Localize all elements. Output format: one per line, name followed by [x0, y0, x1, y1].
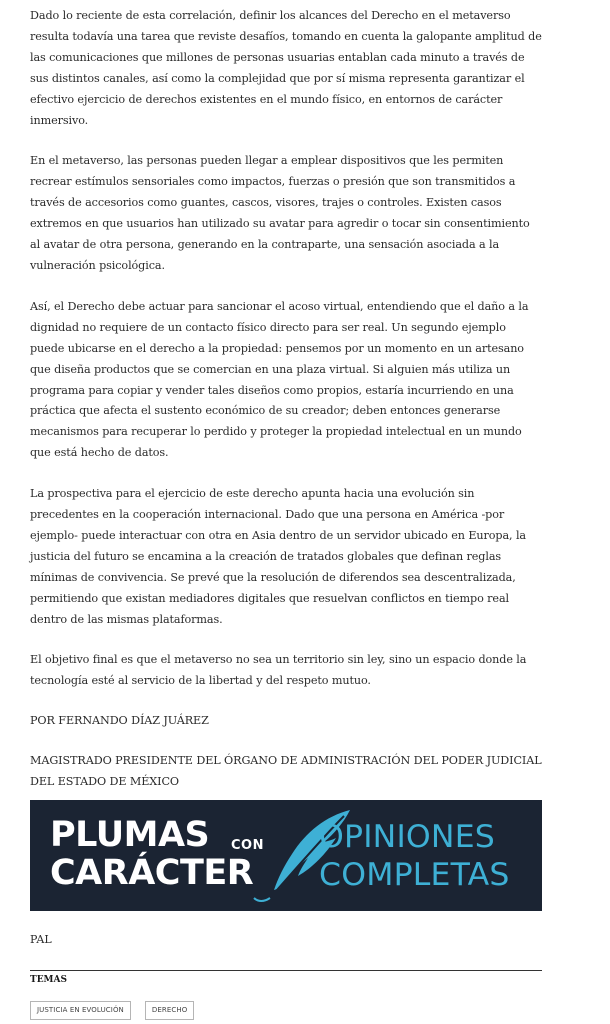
- article-paragraph: Así, el Derecho debe actuar para sancionar el acoso virtual, entendiendo que el daño a la dignidad no requiere de un contacto físico directo para ser real. Un segundo ejemplo puede ubicarse en el derecho a la propiedad: pensemos por un momento en un artesano que diseña productos que se comercian en una plaza virtual. Si alguien más utiliza un programa para copiar y vender tales diseños como propios, estaría incurriendo en una práctica que afecta el sustento económico de su creador; deben entonces generarse mecanismos para recuperar lo perdido y proteger la propiedad intelectual en un mundo que está hecho de datos.: [30, 299, 529, 460]
- article-paragraph: La prospectiva para el ejercicio de este derecho apunta hacia una evolución sin precedentes en la cooperación internacional. Dado que una persona en América -por ejemplo- puede interactuar con otra en Asia dentro de un servidor ubicado en Europa, la justicia del futuro se encamina a la creación de tratados globales que definan reglas mínimas de convivencia. Se prevé que la resolución de diferendos sea descentralizada, permitiendo que existan mediadores digitales que resuelvan conflictos en tiempo real dentro de las mismas plataformas.: [30, 487, 526, 626]
- banner-con-text: CON: [231, 838, 264, 853]
- banner-brand-wordmark: [50, 815, 264, 893]
- tag-derecho[interactable]: DERECHO: [145, 1001, 194, 1020]
- banner-completas-text: COMPLETAS: [319, 857, 510, 893]
- article-paragraph: En el metaverso, las personas pueden llegar a emplear dispositivos que les permiten recrear estímulos sensoriales como impactos, fuerzas o presión que son transmitidos a través de accesorios como guantes, cascos, visores, trajes o controles. Existen casos extremos en que usuarios han utilizado su avatar para agredir o tocar sin consentimiento al avatar de otra persona, generando en la contraparte, una sensación asociada a la vulneración psicológica.: [30, 154, 530, 272]
- banner-tagline: [319, 818, 510, 894]
- plumas-con-caracter-banner[interactable]: [30, 800, 542, 911]
- article-paragraph: El objetivo final es que el metaverso no sea un territorio sin ley, sino un espacio donde la tecnología esté al servicio de la libertad y del respeto mutuo.: [30, 653, 527, 688]
- article-body: [30, 6, 542, 793]
- banner-plumas-text: PLUMAS: [50, 815, 210, 855]
- topics-heading: TEMAS: [30, 975, 68, 985]
- banner-caracter-text: CARÁCTER: [50, 853, 254, 893]
- topics-divider: [30, 970, 542, 971]
- article-paragraph: Dado lo reciente de esta correlación, definir los alcances del Derecho en el metaverso resulta todavía una tarea que reviste desafíos, tomando en cuenta la galopante amplitud de las comunicaciones que millones de personas usuarias entablan cada minuto a través de sus distintos canales, así como la complejidad que por sí misma representa garantizar el efectivo ejercicio de derechos existentes en el mundo físico, en entornos de carácter inmersivo.: [30, 9, 542, 127]
- tag-justicia-en-evolucion[interactable]: JUSTICIA EN EVOLUCIÓN: [30, 1001, 131, 1020]
- author-title: MAGISTRADO PRESIDENTE DEL ÓRGANO DE ADMINISTRACIÓN DEL PODER JUDICIAL DEL ESTADO DE MÉXICO: [30, 754, 542, 789]
- article-signature: PAL: [30, 933, 52, 946]
- banner-opiniones-text: OPINIONES: [319, 819, 495, 855]
- topic-tags: [30, 1001, 194, 1020]
- article-author: POR FERNANDO DÍAZ JUÁREZ: [30, 714, 209, 728]
